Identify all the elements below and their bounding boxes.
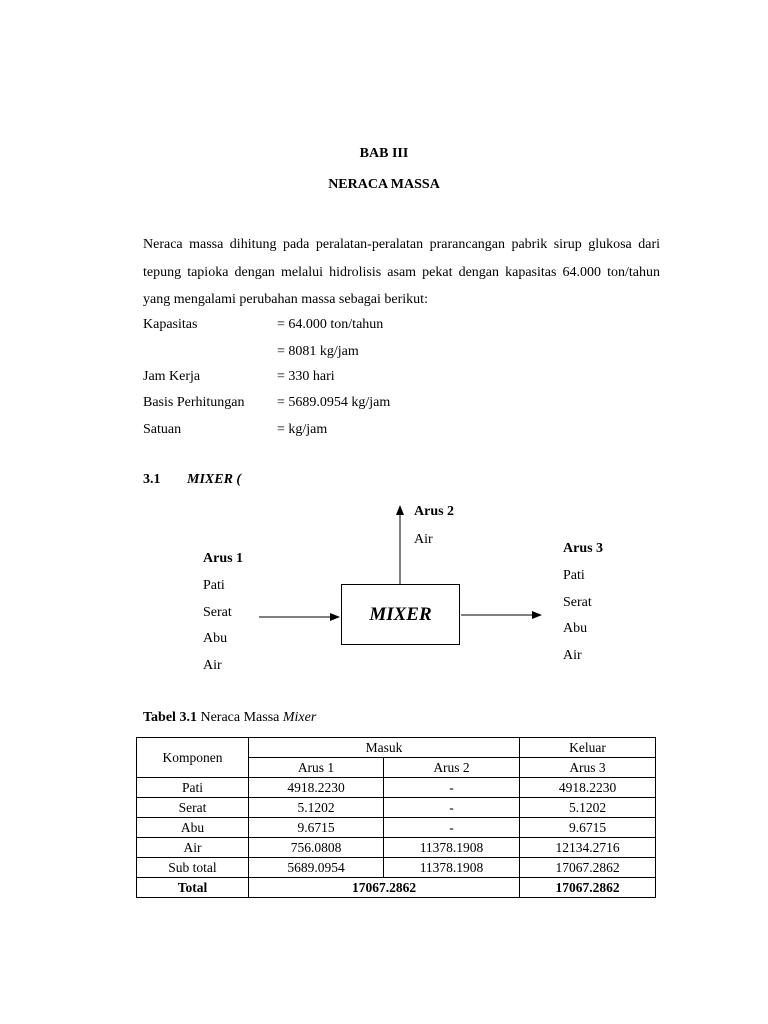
param-label-satuan: Satuan <box>143 422 182 437</box>
arus3-item: Air <box>563 648 582 663</box>
cell-komponen: Abu <box>137 818 249 838</box>
cell-arus2: 11378.1908 <box>384 838 520 858</box>
chapter-heading: BAB III <box>359 146 409 161</box>
cell-komponen: Pati <box>137 778 249 798</box>
cell-arus1: 9.6715 <box>249 818 384 838</box>
table-caption-number: Tabel 3.1 <box>143 710 197 725</box>
cell-arus1: 4918.2230 <box>249 778 384 798</box>
arus3-item: Pati <box>563 568 585 583</box>
table-caption-text: Neraca Massa <box>196 710 283 725</box>
cell-arus2: - <box>384 798 520 818</box>
cell-komponen: Air <box>137 838 249 858</box>
param-value-basis: = 5689.0954 kg/jam <box>277 395 391 410</box>
param-label-kapasitas: Kapasitas <box>143 317 198 332</box>
table-row <box>137 818 656 838</box>
arus2-title: Arus 2 <box>414 504 455 519</box>
table-row <box>137 798 656 818</box>
table-caption-italic: Mixer <box>282 710 317 725</box>
table-row-total <box>137 878 656 898</box>
arus2-item: Air <box>414 532 433 547</box>
cell-arus3: 4918.2230 <box>520 778 656 798</box>
cell-total-label: Total <box>137 878 249 898</box>
cell-arus3: 5.1202 <box>520 798 656 818</box>
arus1-item: Pati <box>203 578 225 593</box>
cell-arus3: 12134.2716 <box>520 838 656 858</box>
header-masuk: Masuk <box>249 738 520 758</box>
section-number: 3.1 <box>143 472 161 487</box>
table-caption <box>143 710 316 726</box>
mixer-box-label: MIXER <box>369 603 432 625</box>
cell-arus3: 9.6715 <box>520 818 656 838</box>
arus1-item: Air <box>203 658 222 673</box>
cell-total-masuk: 17067.2862 <box>249 878 520 898</box>
cell-komponen: Serat <box>137 798 249 818</box>
table-header-row <box>137 738 656 758</box>
arus3-item: Serat <box>563 595 592 610</box>
section-title: MIXER ( <box>187 472 242 487</box>
mixer-box <box>341 584 460 645</box>
header-arus1: Arus 1 <box>249 758 384 778</box>
cell-arus2: 11378.1908 <box>384 858 520 878</box>
cell-arus1: 5.1202 <box>249 798 384 818</box>
table-row <box>137 838 656 858</box>
page-title: NERACA MASSA <box>328 177 440 192</box>
mass-balance-table <box>136 737 656 898</box>
param-value-jam-kerja: = 330 hari <box>277 369 335 384</box>
arus1-title: Arus 1 <box>203 551 244 566</box>
header-arus3: Arus 3 <box>520 758 656 778</box>
arus3-title: Arus 3 <box>563 541 604 556</box>
header-arus2: Arus 2 <box>384 758 520 778</box>
param-label-jam-kerja: Jam Kerja <box>143 369 201 384</box>
arus1-item: Abu <box>203 631 228 646</box>
table-row-subtotal <box>137 858 656 878</box>
header-keluar: Keluar <box>520 738 656 758</box>
param-value-satuan: = kg/jam <box>277 422 328 437</box>
cell-arus1: 756.0808 <box>249 838 384 858</box>
cell-arus2: - <box>384 778 520 798</box>
intro-paragraph: Neraca massa dihitung pada peralatan-peralatan prarancangan pabrik sirup glukosa dari tepung tapioka dengan melalui hidrolisis asam pekat dengan kapasitas 64.000 ton/tahun yang mengalami perubahan massa sebagai berikut: <box>143 237 660 307</box>
arus1-item: Serat <box>203 605 232 620</box>
param-value-kapasitas: = 64.000 ton/tahun <box>277 317 384 332</box>
param-label-basis: Basis Perhitungan <box>143 395 245 410</box>
cell-arus3: 17067.2862 <box>520 858 656 878</box>
cell-total-keluar: 17067.2862 <box>520 878 656 898</box>
param-value-kapasitas-kgjam: = 8081 kg/jam <box>277 344 359 359</box>
arus3-item: Abu <box>563 621 588 636</box>
table-row <box>137 778 656 798</box>
header-komponen: Komponen <box>137 738 249 778</box>
cell-arus1: 5689.0954 <box>249 858 384 878</box>
cell-komponen: Sub total <box>137 858 249 878</box>
cell-arus2: - <box>384 818 520 838</box>
